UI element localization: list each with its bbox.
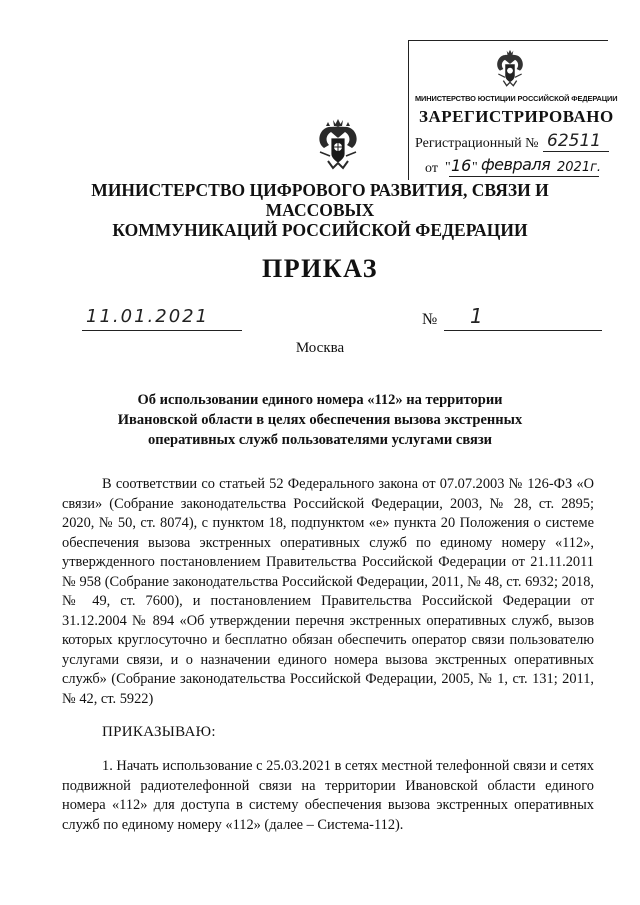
- order-word: ПРИКАЗЫВАЮ:: [102, 724, 216, 740]
- order-number: 1: [470, 304, 483, 328]
- preamble-paragraph: В соответствии со статьей 52 Федерального закона от 07.07.2003 № 126-ФЗ «О связи» (Собрание законодательства Российской Федерации, 2003, № 28, ст. 2895; 2020, № 50, ст. 8074), с пунктом 18, подпунктом «е» пункта 20 Положения о системе обеспечения вызова экстренных оперативных служб по единому номеру «112», утвержденного постановлением Правительства Российской Федерации от 21.11.2011 № 958 (Собрание законодательства Российской Федерации, 2011, № 48, ст. 6932; 2018, № 49, ст. 7600), и постановлением Правительства Российской Федерации от 31.12.2004 № 894 «Об утверждении перечня экстренных оперативных служб, вызов которых круглосуточно и бесплатно обязан обеспечить оператор связи пользователю услугами связи, и о назначении единого номера вызова экстренных оперативных служб» (Собрание законодательства Российской Федерации, 2005, № 1, ст. 131; 2011, № 42, ст. 5922): [62, 476, 594, 707]
- order-number-field: [422, 304, 602, 332]
- city: Москва: [295, 340, 345, 356]
- document-type: ПРИКАЗ: [261, 254, 379, 283]
- stamp-date-line: [425, 155, 609, 181]
- stamp-ministry-name: МИНИСТЕРСТВО ЮСТИЦИИ РОССИЙСКОЙ ФЕДЕРАЦИИ: [415, 94, 618, 103]
- subject-line1: Об использовании единого номера «112» на территории: [137, 392, 503, 408]
- stamp-registration-line: [415, 131, 609, 156]
- number-underline: [444, 330, 602, 331]
- ministry-title-line2: КОММУНИКАЦИЙ РОССИЙСКОЙ ФЕДЕРАЦИИ: [112, 220, 528, 240]
- stamp-date-underline: [449, 176, 599, 177]
- number-label: №: [422, 311, 438, 328]
- quote-open: ": [445, 160, 451, 175]
- date-underline: [82, 330, 242, 331]
- coat-of-arms-icon: [493, 49, 527, 89]
- order-date: 11.01.2021: [86, 306, 210, 327]
- stamp-year: 2021г.: [557, 160, 602, 175]
- subject-line2: Ивановской области в целях обеспечения вызова экстренных: [117, 412, 523, 428]
- order-date-field: [82, 308, 242, 332]
- stamp-reg-label: Регистрационный №: [415, 136, 539, 151]
- stamp-date-prefix: от: [425, 161, 438, 176]
- ministry-title-line1: МИНИСТЕРСТВО ЦИФРОВОГО РАЗВИТИЯ, СВЯЗИ И МАССОВЫХ: [91, 180, 549, 220]
- order-item-1: 1. Начать использование с 25.03.2021 в сетях местной телефонной связи и сетях подвижной радиотелефонной связи на территории Ивановской области единого номера «112» для доступа в систему обеспечения вызова экстренных оперативных служб по единому номеру «112» (далее – Система-112).: [62, 758, 594, 833]
- stamp-reg-number: 62511: [547, 131, 602, 151]
- stamp-day: 16: [451, 156, 472, 175]
- subject-line3: оперативных служб пользователями услугами связи: [147, 432, 493, 448]
- order-subject: [60, 390, 580, 450]
- registration-stamp: [408, 40, 618, 180]
- stamp-reg-underline: [543, 151, 609, 152]
- coat-of-arms-icon: [316, 118, 360, 172]
- quote-close: ": [472, 160, 478, 175]
- stamp-month: февраля: [481, 155, 551, 174]
- ministry-title: [40, 180, 600, 240]
- stamp-registered-label: ЗАРЕГИСТРИРОВАНО: [419, 107, 614, 126]
